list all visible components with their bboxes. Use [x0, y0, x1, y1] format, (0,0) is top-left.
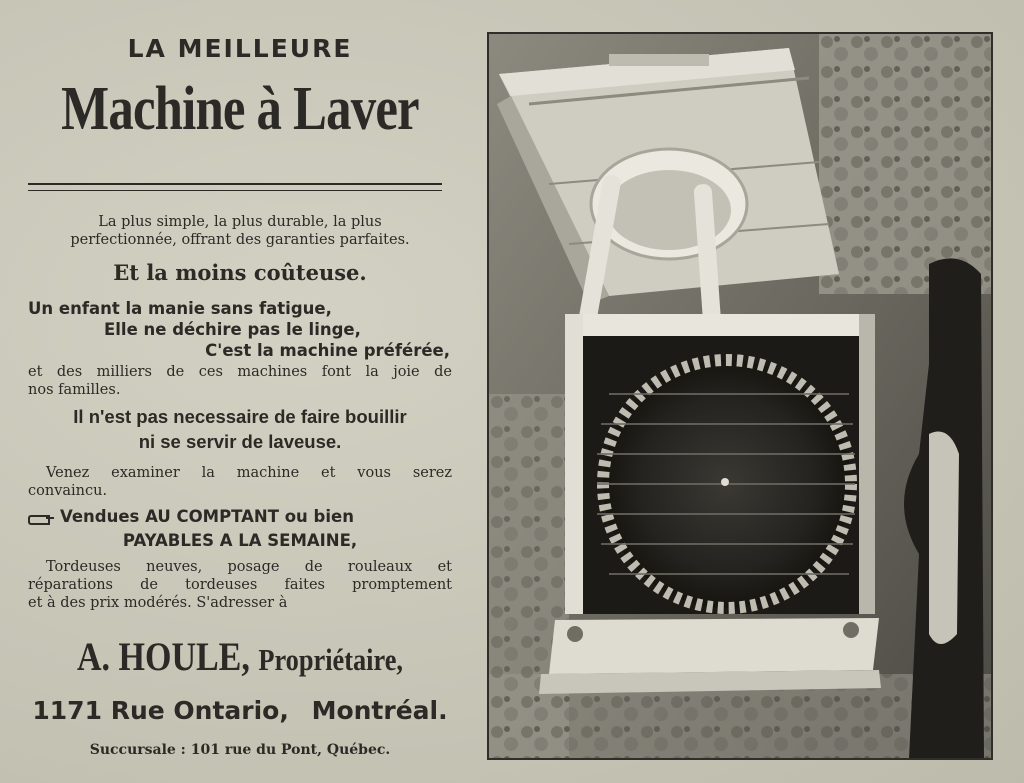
families-paragraph — [28, 363, 452, 399]
intro-paragraph — [28, 213, 452, 249]
machine-base — [539, 618, 881, 694]
intro-line-1: La plus simple, la plus durable, la plus — [98, 214, 382, 230]
come-paragraph — [28, 464, 452, 500]
header-small: LA MEILLEURE — [127, 34, 353, 63]
child-line-3: C'est la machine préférée, — [205, 341, 450, 360]
families-line-2: nos familles. — [28, 382, 121, 398]
cheapest-line: Et la moins coûteuse. — [113, 260, 367, 285]
machine-tub — [565, 314, 875, 614]
intro-line-2: perfectionnée, offrant des garanties parfaites. — [70, 232, 410, 248]
boil-paragraph — [28, 404, 452, 454]
child-line-2: Elle ne déchire pas le linge, — [104, 320, 361, 339]
pointing-hand-icon — [28, 512, 54, 524]
boil-line-1: Il n'est pas necessaire de faire bouillir — [73, 406, 407, 427]
address-street: Rue Ontario, — [110, 696, 289, 725]
repair-line-2: réparations de tordeuses faites promptement — [28, 577, 452, 593]
washing-machine-photo — [487, 32, 993, 760]
branch-line: Succursale : 101 rue du Pont, Québec. — [89, 742, 391, 758]
address-number: 1171 — [32, 696, 102, 725]
header-large: Machine à Laver — [61, 75, 419, 143]
child-line-1: Un enfant la manie sans fatigue, — [28, 299, 332, 318]
divider-thin — [28, 190, 442, 191]
owner-line — [53, 633, 427, 680]
repair-paragraph — [28, 558, 452, 612]
come-line-2: convaincu. — [28, 483, 108, 499]
address-line — [20, 696, 460, 725]
divider-thick — [28, 183, 442, 185]
child-paragraph — [28, 298, 452, 361]
address-city: Montréal. — [311, 696, 448, 725]
foliage-top-right — [819, 34, 991, 294]
repair-line-1: Tordeuses neuves, posage de rouleaux et — [46, 559, 452, 575]
owner-name: A. HOULE, — [76, 634, 250, 679]
families-line-1: et des milliers de ces machines font la joie de — [28, 364, 452, 380]
washing-machine-illustration — [489, 34, 991, 758]
repair-line-3: et à des prix modérés. S'adresser à — [28, 595, 288, 611]
come-line-1: Venez examiner la machine et vous serez — [46, 465, 452, 481]
boil-line-2: ni se servir de laveuse. — [138, 431, 342, 452]
advertisement-text-column — [20, 30, 460, 770]
owner-title: Propriétaire, — [258, 642, 403, 677]
sold-line-1: Vendues AU COMPTANT ou bien — [60, 507, 354, 526]
sold-line-2: PAYABLES A LA SEMAINE, — [122, 531, 358, 550]
sold-paragraph — [28, 505, 452, 553]
